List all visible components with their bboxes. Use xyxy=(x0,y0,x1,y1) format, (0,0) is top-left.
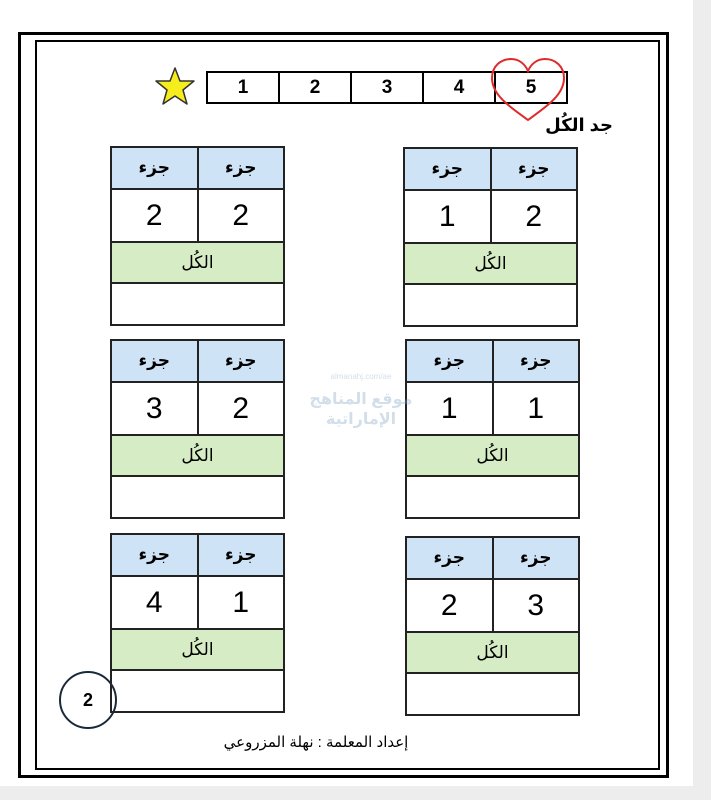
part-whole-box-3 xyxy=(110,339,285,519)
whole-label: الكُل xyxy=(405,244,576,285)
part-value-left: 2 xyxy=(407,580,494,631)
part-label: جزء xyxy=(517,159,550,178)
part-value-left: 2 xyxy=(112,190,199,241)
part-label: جزء xyxy=(224,158,257,177)
whole-answer-field[interactable] xyxy=(405,285,576,325)
part-label: جزء xyxy=(112,341,199,381)
whole-answer-field[interactable] xyxy=(112,477,283,517)
part-label: جزء xyxy=(112,148,199,188)
part-label: جزء xyxy=(224,545,257,564)
box-header xyxy=(112,535,283,577)
whole-label: الكُل xyxy=(112,630,283,671)
page-number-badge: 2 xyxy=(59,671,117,729)
whole-label: الكُل xyxy=(112,243,283,284)
whole-label: الكُل xyxy=(407,633,578,674)
part-whole-box-5 xyxy=(110,533,285,713)
box-parts xyxy=(112,577,283,630)
part-label: جزء xyxy=(405,149,492,189)
whole-answer-field[interactable] xyxy=(112,284,283,324)
rating-cell-5[interactable]: 5 xyxy=(525,76,537,98)
box-parts xyxy=(407,580,578,633)
part-whole-box-1 xyxy=(110,146,285,326)
instruction-heading: جد الكُل xyxy=(545,115,613,135)
part-value-left: 4 xyxy=(112,577,199,628)
part-whole-box-2 xyxy=(403,147,578,327)
box-header xyxy=(405,149,576,191)
star-icon xyxy=(154,66,196,106)
part-value-right: 2 xyxy=(232,198,250,232)
whole-label: الكُل xyxy=(112,436,283,477)
box-parts xyxy=(407,383,578,436)
box-header xyxy=(407,341,578,383)
rating-cell-3[interactable]: 3 xyxy=(352,73,424,102)
part-whole-box-4 xyxy=(405,339,580,519)
box-header xyxy=(112,341,283,383)
part-value-left: 1 xyxy=(405,191,492,242)
box-header xyxy=(407,538,578,580)
teacher-credit: إعداد المعلمة : نهلة المزروعي xyxy=(223,734,409,751)
part-label: جزء xyxy=(112,535,199,575)
part-label: جزء xyxy=(407,341,494,381)
rating-scale xyxy=(206,71,568,104)
part-value-left: 1 xyxy=(407,383,494,434)
part-value-right: 2 xyxy=(525,199,543,233)
watermark-brand: موقع المناهج الإماراتية xyxy=(309,391,413,428)
part-label: جزء xyxy=(407,538,494,578)
part-whole-box-6 xyxy=(405,536,580,716)
part-value-right: 1 xyxy=(527,391,545,425)
site-watermark xyxy=(296,372,426,432)
rating-cell-4[interactable]: 4 xyxy=(424,73,496,102)
part-value-right: 3 xyxy=(527,588,545,622)
whole-answer-field[interactable] xyxy=(112,671,283,711)
watermark-url: almanahj.com/ae xyxy=(330,372,392,381)
whole-label: الكُل xyxy=(407,436,578,477)
part-value-right: 2 xyxy=(232,391,250,425)
rating-cell-2[interactable]: 2 xyxy=(280,73,352,102)
box-parts xyxy=(112,190,283,243)
part-label: جزء xyxy=(519,351,552,370)
box-parts xyxy=(112,383,283,436)
box-parts xyxy=(405,191,576,244)
part-value-left: 3 xyxy=(112,383,199,434)
part-label: جزء xyxy=(224,351,257,370)
whole-answer-field[interactable] xyxy=(407,674,578,714)
part-value-right: 1 xyxy=(232,585,250,619)
whole-answer-field[interactable] xyxy=(407,477,578,517)
part-label: جزء xyxy=(519,548,552,567)
box-header xyxy=(112,148,283,190)
rating-cell-1[interactable]: 1 xyxy=(208,73,280,102)
